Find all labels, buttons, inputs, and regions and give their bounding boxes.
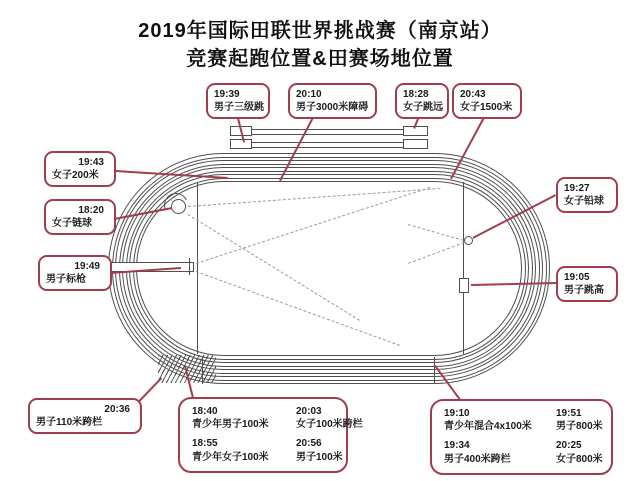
event-name: 女子800米: [556, 453, 603, 465]
event-name: 男子3000米障碍: [296, 102, 369, 114]
label-mens-110m-hurdles: [28, 398, 142, 434]
event-time: 19:49: [74, 261, 100, 272]
javelin-arc-line: [189, 258, 190, 275]
label-mens-javelin: [38, 255, 112, 291]
label-womens-200m: [44, 151, 116, 187]
event-name: 男子标枪: [46, 274, 86, 286]
event-time: 19:51: [556, 408, 582, 419]
hammer-circle-icon: [171, 199, 186, 214]
label-youth-mens-100m: [192, 405, 288, 431]
label-mens-800m: [556, 407, 603, 433]
label-mens-3000m-steeplechase: [288, 83, 377, 119]
infield-right-boundary: [463, 182, 464, 354]
start-line-tick-relay: [434, 357, 435, 384]
event-time: 20:36: [104, 404, 130, 415]
event-name: 男子110米跨栏: [36, 417, 103, 429]
event-time: 20:03: [296, 406, 322, 417]
label-womens-hammer-throw: [44, 199, 116, 235]
event-time: 18:28: [403, 89, 429, 100]
label-youth-womens-100m: [192, 437, 288, 463]
label-group-relay-distance: [430, 399, 613, 475]
infield-left-boundary: [197, 182, 198, 354]
event-time: 18:20: [78, 205, 104, 216]
jump-board-lower-right: [403, 139, 428, 149]
event-time: 20:56: [296, 438, 322, 450]
event-name: 女子100米跨栏: [296, 419, 363, 431]
event-name: 女子1500米: [460, 102, 513, 114]
event-time: 19:05: [564, 272, 590, 283]
event-time: 20:25: [556, 440, 582, 452]
label-womens-100m-hurdles: [296, 405, 363, 431]
page-title-line2: 竞赛起跑位置&田赛场地位置: [186, 48, 454, 70]
label-womens-long-jump: [395, 83, 449, 119]
label-womens-800m: [556, 439, 603, 465]
label-mens-400m-hurdles: [444, 439, 548, 465]
label-mens-triple-jump: [206, 83, 270, 119]
jump-board-lower-left: [230, 139, 252, 149]
leader-line: [138, 377, 162, 402]
event-name: 青少年女子100米: [192, 451, 269, 463]
event-name: 青少年男子100米: [192, 419, 269, 431]
label-youth-mixed-4x100m: [444, 407, 548, 433]
event-time: 20:10: [296, 89, 322, 100]
page-title-line1: 2019年国际田联世界挑战赛（南京站）: [138, 20, 502, 42]
event-name: 女子跳远: [403, 102, 443, 114]
label-mens-100m: [296, 437, 363, 463]
event-time: 19:34: [444, 440, 470, 452]
label-womens-1500m: [452, 83, 522, 119]
high-jump-marker: [459, 278, 469, 293]
event-time: 19:39: [214, 89, 240, 100]
event-time: 18:55: [192, 438, 218, 450]
event-name: 男子100米: [296, 451, 343, 463]
event-name: 男子三级跳: [214, 102, 264, 114]
event-time: 19:27: [564, 183, 590, 194]
event-name: 男子800米: [556, 421, 603, 433]
jump-runway-lower: [251, 142, 404, 148]
event-time: 19:43: [78, 157, 104, 168]
event-name: 女子200米: [52, 170, 99, 182]
event-name: 女子链球: [52, 218, 92, 230]
event-name: 女子铅球: [564, 196, 604, 208]
jump-runway-upper: [251, 129, 404, 135]
label-mens-high-jump: [556, 266, 618, 302]
event-time: 18:40: [192, 406, 218, 417]
label-group-sprints: [178, 397, 363, 473]
event-name: 男子跳高: [564, 285, 604, 297]
label-womens-shot-put: [556, 177, 618, 213]
event-name: 男子400米跨栏: [444, 453, 511, 465]
event-time: 20:43: [460, 89, 486, 100]
event-time: 19:10: [444, 408, 470, 419]
event-name: 青少年混合4x100米: [444, 421, 532, 433]
